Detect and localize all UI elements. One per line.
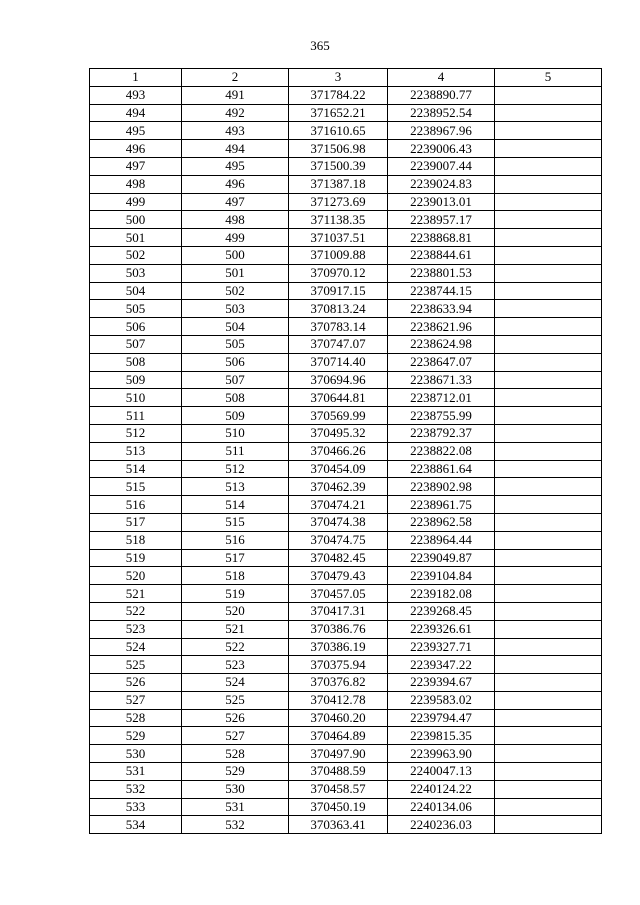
table-row <box>90 407 602 425</box>
note-cell <box>495 816 602 834</box>
y-coordinate-cell: 2238868.81 <box>388 229 495 247</box>
table-row <box>90 353 602 371</box>
row-number-cell: 508 <box>90 353 182 371</box>
row-number-cell: 517 <box>90 513 182 531</box>
x-coordinate-cell: 370466.26 <box>289 442 388 460</box>
x-coordinate-cell: 371138.35 <box>289 211 388 229</box>
note-cell <box>495 282 602 300</box>
note-cell <box>495 300 602 318</box>
row-number-cell: 516 <box>90 496 182 514</box>
table-row <box>90 424 602 442</box>
note-cell <box>495 246 602 264</box>
point-number-cell: 503 <box>182 300 289 318</box>
y-coordinate-cell: 2238633.94 <box>388 300 495 318</box>
note-cell <box>495 122 602 140</box>
row-number-cell: 528 <box>90 709 182 727</box>
coordinates-table <box>89 68 602 834</box>
x-coordinate-cell: 370747.07 <box>289 335 388 353</box>
note-cell <box>495 211 602 229</box>
row-number-cell: 507 <box>90 335 182 353</box>
y-coordinate-cell: 2238890.77 <box>388 86 495 104</box>
column-header-4: 4 <box>388 69 495 87</box>
row-number-cell: 494 <box>90 104 182 122</box>
note-cell <box>495 745 602 763</box>
row-number-cell: 499 <box>90 193 182 211</box>
note-cell <box>495 229 602 247</box>
y-coordinate-cell: 2239104.84 <box>388 567 495 585</box>
table-row <box>90 798 602 816</box>
y-coordinate-cell: 2238621.96 <box>388 318 495 336</box>
point-number-cell: 521 <box>182 620 289 638</box>
table-row <box>90 229 602 247</box>
point-number-cell: 499 <box>182 229 289 247</box>
x-coordinate-cell: 370375.94 <box>289 656 388 674</box>
table-row <box>90 478 602 496</box>
y-coordinate-cell: 2238822.08 <box>388 442 495 460</box>
point-number-cell: 525 <box>182 691 289 709</box>
note-cell <box>495 513 602 531</box>
column-header-1: 1 <box>90 69 182 87</box>
y-coordinate-cell: 2239326.61 <box>388 620 495 638</box>
table-row <box>90 140 602 158</box>
x-coordinate-cell: 370474.38 <box>289 513 388 531</box>
point-number-cell: 509 <box>182 407 289 425</box>
table-row <box>90 638 602 656</box>
row-number-cell: 530 <box>90 745 182 763</box>
note-cell <box>495 264 602 282</box>
x-coordinate-cell: 370462.39 <box>289 478 388 496</box>
x-coordinate-cell: 371652.21 <box>289 104 388 122</box>
note-cell <box>495 727 602 745</box>
x-coordinate-cell: 370474.21 <box>289 496 388 514</box>
row-number-cell: 511 <box>90 407 182 425</box>
table-row <box>90 122 602 140</box>
note-cell <box>495 424 602 442</box>
row-number-cell: 504 <box>90 282 182 300</box>
x-coordinate-cell: 370457.05 <box>289 585 388 603</box>
table-row <box>90 335 602 353</box>
y-coordinate-cell: 2239963.90 <box>388 745 495 763</box>
note-cell <box>495 460 602 478</box>
row-number-cell: 510 <box>90 389 182 407</box>
x-coordinate-cell: 371037.51 <box>289 229 388 247</box>
table-body <box>90 86 602 833</box>
table-row <box>90 763 602 781</box>
note-cell <box>495 371 602 389</box>
x-coordinate-cell: 370813.24 <box>289 300 388 318</box>
table-row <box>90 745 602 763</box>
point-number-cell: 504 <box>182 318 289 336</box>
note-cell <box>495 496 602 514</box>
x-coordinate-cell: 370460.20 <box>289 709 388 727</box>
note-cell <box>495 656 602 674</box>
table-row <box>90 513 602 531</box>
point-number-cell: 528 <box>182 745 289 763</box>
x-coordinate-cell: 371273.69 <box>289 193 388 211</box>
table-row <box>90 246 602 264</box>
note-cell <box>495 175 602 193</box>
y-coordinate-cell: 2238961.75 <box>388 496 495 514</box>
point-number-cell: 491 <box>182 86 289 104</box>
row-number-cell: 518 <box>90 531 182 549</box>
table-row <box>90 531 602 549</box>
y-coordinate-cell: 2238861.64 <box>388 460 495 478</box>
x-coordinate-cell: 370488.59 <box>289 763 388 781</box>
page-number: 365 <box>310 38 330 53</box>
point-number-cell: 522 <box>182 638 289 656</box>
column-header-5: 5 <box>495 69 602 87</box>
x-coordinate-cell: 370376.82 <box>289 674 388 692</box>
x-coordinate-cell: 370644.81 <box>289 389 388 407</box>
y-coordinate-cell: 2240047.13 <box>388 763 495 781</box>
x-coordinate-cell: 371009.88 <box>289 246 388 264</box>
note-cell <box>495 567 602 585</box>
x-coordinate-cell: 370479.43 <box>289 567 388 585</box>
point-number-cell: 502 <box>182 282 289 300</box>
column-header-2: 2 <box>182 69 289 87</box>
y-coordinate-cell: 2238792.37 <box>388 424 495 442</box>
table-row <box>90 780 602 798</box>
table-row <box>90 193 602 211</box>
row-number-cell: 529 <box>90 727 182 745</box>
x-coordinate-cell: 370412.78 <box>289 691 388 709</box>
point-number-cell: 527 <box>182 727 289 745</box>
row-number-cell: 515 <box>90 478 182 496</box>
row-number-cell: 527 <box>90 691 182 709</box>
note-cell <box>495 531 602 549</box>
y-coordinate-cell: 2238902.98 <box>388 478 495 496</box>
x-coordinate-cell: 371610.65 <box>289 122 388 140</box>
note-cell <box>495 86 602 104</box>
note-cell <box>495 193 602 211</box>
note-cell <box>495 780 602 798</box>
row-number-cell: 500 <box>90 211 182 229</box>
note-cell <box>495 353 602 371</box>
point-number-cell: 506 <box>182 353 289 371</box>
y-coordinate-cell: 2239182.08 <box>388 585 495 603</box>
y-coordinate-cell: 2238964.44 <box>388 531 495 549</box>
x-coordinate-cell: 370450.19 <box>289 798 388 816</box>
x-coordinate-cell: 370458.57 <box>289 780 388 798</box>
y-coordinate-cell: 2240124.22 <box>388 780 495 798</box>
point-number-cell: 518 <box>182 567 289 585</box>
row-number-cell: 501 <box>90 229 182 247</box>
table-row <box>90 585 602 603</box>
note-cell <box>495 549 602 567</box>
x-coordinate-cell: 370714.40 <box>289 353 388 371</box>
point-number-cell: 514 <box>182 496 289 514</box>
row-number-cell: 503 <box>90 264 182 282</box>
note-cell <box>495 407 602 425</box>
y-coordinate-cell: 2239006.43 <box>388 140 495 158</box>
y-coordinate-cell: 2238962.58 <box>388 513 495 531</box>
y-coordinate-cell: 2238952.54 <box>388 104 495 122</box>
note-cell <box>495 674 602 692</box>
y-coordinate-cell: 2240134.06 <box>388 798 495 816</box>
x-coordinate-cell: 370482.45 <box>289 549 388 567</box>
point-number-cell: 500 <box>182 246 289 264</box>
x-coordinate-cell: 370386.19 <box>289 638 388 656</box>
y-coordinate-cell: 2238744.15 <box>388 282 495 300</box>
point-number-cell: 516 <box>182 531 289 549</box>
note-cell <box>495 602 602 620</box>
table-row <box>90 674 602 692</box>
note-cell <box>495 638 602 656</box>
table-row <box>90 211 602 229</box>
table-row <box>90 175 602 193</box>
point-number-cell: 529 <box>182 763 289 781</box>
table-row <box>90 549 602 567</box>
x-coordinate-cell: 370474.75 <box>289 531 388 549</box>
row-number-cell: 532 <box>90 780 182 798</box>
x-coordinate-cell: 371506.98 <box>289 140 388 158</box>
point-number-cell: 492 <box>182 104 289 122</box>
x-coordinate-cell: 370363.41 <box>289 816 388 834</box>
row-number-cell: 497 <box>90 157 182 175</box>
point-number-cell: 515 <box>182 513 289 531</box>
row-number-cell: 525 <box>90 656 182 674</box>
table-row <box>90 691 602 709</box>
table-row <box>90 282 602 300</box>
y-coordinate-cell: 2239794.47 <box>388 709 495 727</box>
x-coordinate-cell: 370694.96 <box>289 371 388 389</box>
table-row <box>90 816 602 834</box>
note-cell <box>495 763 602 781</box>
y-coordinate-cell: 2239024.83 <box>388 175 495 193</box>
x-coordinate-cell: 370917.15 <box>289 282 388 300</box>
row-number-cell: 496 <box>90 140 182 158</box>
y-coordinate-cell: 2238801.53 <box>388 264 495 282</box>
y-coordinate-cell: 2238755.99 <box>388 407 495 425</box>
point-number-cell: 505 <box>182 335 289 353</box>
y-coordinate-cell: 2239583.02 <box>388 691 495 709</box>
row-number-cell: 523 <box>90 620 182 638</box>
point-number-cell: 519 <box>182 585 289 603</box>
table-row <box>90 157 602 175</box>
point-number-cell: 520 <box>182 602 289 620</box>
y-coordinate-cell: 2239815.35 <box>388 727 495 745</box>
note-cell <box>495 709 602 727</box>
table-row <box>90 709 602 727</box>
table-row <box>90 727 602 745</box>
x-coordinate-cell: 370417.31 <box>289 602 388 620</box>
table-row <box>90 620 602 638</box>
x-coordinate-cell: 370569.99 <box>289 407 388 425</box>
note-cell <box>495 140 602 158</box>
y-coordinate-cell: 2239347.22 <box>388 656 495 674</box>
y-coordinate-cell: 2238671.33 <box>388 371 495 389</box>
y-coordinate-cell: 2238957.17 <box>388 211 495 229</box>
row-number-cell: 514 <box>90 460 182 478</box>
y-coordinate-cell: 2238844.61 <box>388 246 495 264</box>
table-row <box>90 496 602 514</box>
row-number-cell: 534 <box>90 816 182 834</box>
y-coordinate-cell: 2239013.01 <box>388 193 495 211</box>
note-cell <box>495 585 602 603</box>
table-row <box>90 389 602 407</box>
table-row <box>90 264 602 282</box>
note-cell <box>495 442 602 460</box>
y-coordinate-cell: 2238647.07 <box>388 353 495 371</box>
point-number-cell: 494 <box>182 140 289 158</box>
row-number-cell: 533 <box>90 798 182 816</box>
row-number-cell: 520 <box>90 567 182 585</box>
y-coordinate-cell: 2238712.01 <box>388 389 495 407</box>
x-coordinate-cell: 371784.22 <box>289 86 388 104</box>
table-row <box>90 567 602 585</box>
table-row <box>90 371 602 389</box>
point-number-cell: 507 <box>182 371 289 389</box>
row-number-cell: 512 <box>90 424 182 442</box>
point-number-cell: 497 <box>182 193 289 211</box>
point-number-cell: 510 <box>182 424 289 442</box>
row-number-cell: 495 <box>90 122 182 140</box>
x-coordinate-cell: 371500.39 <box>289 157 388 175</box>
row-number-cell: 493 <box>90 86 182 104</box>
x-coordinate-cell: 370497.90 <box>289 745 388 763</box>
note-cell <box>495 478 602 496</box>
x-coordinate-cell: 370970.12 <box>289 264 388 282</box>
table-row <box>90 442 602 460</box>
note-cell <box>495 157 602 175</box>
point-number-cell: 508 <box>182 389 289 407</box>
x-coordinate-cell: 370495.32 <box>289 424 388 442</box>
table-row <box>90 104 602 122</box>
row-number-cell: 513 <box>90 442 182 460</box>
y-coordinate-cell: 2240236.03 <box>388 816 495 834</box>
row-number-cell: 505 <box>90 300 182 318</box>
table-row <box>90 656 602 674</box>
y-coordinate-cell: 2239007.44 <box>388 157 495 175</box>
point-number-cell: 517 <box>182 549 289 567</box>
x-coordinate-cell: 371387.18 <box>289 175 388 193</box>
y-coordinate-cell: 2238624.98 <box>388 335 495 353</box>
note-cell <box>495 620 602 638</box>
note-cell <box>495 104 602 122</box>
note-cell <box>495 389 602 407</box>
x-coordinate-cell: 370454.09 <box>289 460 388 478</box>
note-cell <box>495 691 602 709</box>
point-number-cell: 524 <box>182 674 289 692</box>
point-number-cell: 496 <box>182 175 289 193</box>
table-row <box>90 86 602 104</box>
table-row <box>90 318 602 336</box>
point-number-cell: 511 <box>182 442 289 460</box>
row-number-cell: 506 <box>90 318 182 336</box>
point-number-cell: 495 <box>182 157 289 175</box>
x-coordinate-cell: 370464.89 <box>289 727 388 745</box>
point-number-cell: 523 <box>182 656 289 674</box>
row-number-cell: 502 <box>90 246 182 264</box>
row-number-cell: 519 <box>90 549 182 567</box>
note-cell <box>495 335 602 353</box>
column-header-3: 3 <box>289 69 388 87</box>
y-coordinate-cell: 2239394.67 <box>388 674 495 692</box>
y-coordinate-cell: 2238967.96 <box>388 122 495 140</box>
point-number-cell: 526 <box>182 709 289 727</box>
table-header <box>90 69 602 87</box>
x-coordinate-cell: 370783.14 <box>289 318 388 336</box>
y-coordinate-cell: 2239268.45 <box>388 602 495 620</box>
note-cell <box>495 318 602 336</box>
point-number-cell: 493 <box>182 122 289 140</box>
table-row <box>90 460 602 478</box>
point-number-cell: 498 <box>182 211 289 229</box>
table-row <box>90 300 602 318</box>
y-coordinate-cell: 2239049.87 <box>388 549 495 567</box>
y-coordinate-cell: 2239327.71 <box>388 638 495 656</box>
row-number-cell: 498 <box>90 175 182 193</box>
row-number-cell: 521 <box>90 585 182 603</box>
point-number-cell: 530 <box>182 780 289 798</box>
row-number-cell: 524 <box>90 638 182 656</box>
point-number-cell: 501 <box>182 264 289 282</box>
point-number-cell: 512 <box>182 460 289 478</box>
table-row <box>90 602 602 620</box>
row-number-cell: 531 <box>90 763 182 781</box>
row-number-cell: 526 <box>90 674 182 692</box>
header-row <box>90 69 602 87</box>
row-number-cell: 509 <box>90 371 182 389</box>
x-coordinate-cell: 370386.76 <box>289 620 388 638</box>
point-number-cell: 531 <box>182 798 289 816</box>
row-number-cell: 522 <box>90 602 182 620</box>
point-number-cell: 532 <box>182 816 289 834</box>
note-cell <box>495 798 602 816</box>
point-number-cell: 513 <box>182 478 289 496</box>
